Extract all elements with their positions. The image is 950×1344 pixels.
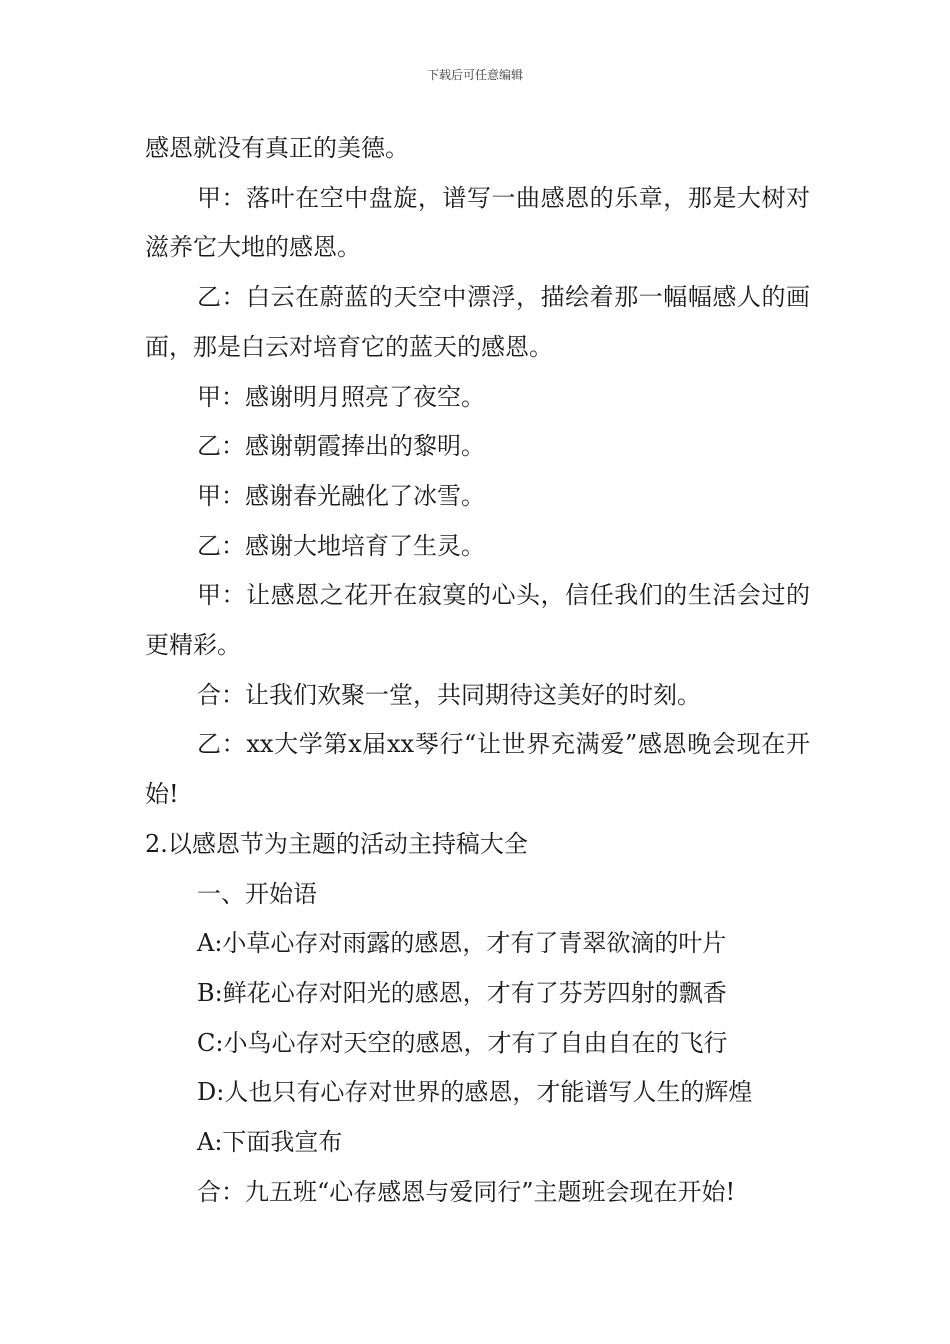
paragraph: A:小草心存对雨露的感恩，才有了青翠欲滴的叶片 [197, 929, 727, 958]
paragraph: C:小鸟心存对天空的感恩，才有了自由自在的飞行 [197, 1028, 728, 1057]
section-heading: 2.以感恩节为主题的活动主持稿大全 [145, 829, 528, 858]
subsection-heading: 一、开始语 [197, 879, 317, 908]
paragraph: 甲：落叶在空中盘旋，谱写一曲感恩的乐章，那是大树对滋养它大地的感恩。 [145, 183, 810, 262]
paragraph: A:下面我宣布 [197, 1128, 343, 1157]
paragraph: 乙：白云在蔚蓝的天空中漂浮，描绘着那一幅幅感人的画面，那是白云对培育它的蓝天的感恩。 [145, 283, 810, 361]
paragraph: D:人也只有心存对世界的感恩，才能谱写人生的辉煌 [197, 1078, 753, 1107]
paragraph: 甲：感谢明月照亮了夜空。 [197, 382, 485, 411]
paragraph: 甲：让感恩之花开在寂寞的心头，信任我们的生活会过的更精彩。 [145, 581, 810, 660]
paragraph: 合：九五班“心存感恩与爱同行”主题班会现在开始! [197, 1177, 736, 1206]
paragraph: 甲：感谢春光融化了冰雪。 [197, 481, 485, 510]
paragraph: 乙：xx大学第x届xx琴行“让世界充满爱”感恩晚会现在开始! [145, 730, 810, 809]
paragraph: 合：让我们欢聚一堂，共同期待这美好的时刻。 [197, 680, 701, 709]
document-body [145, 124, 810, 1217]
paragraph: B:鲜花心存对阳光的感恩，才有了芬芳四射的飘香 [197, 978, 727, 1007]
paragraph: 乙：感谢大地培育了生灵。 [197, 531, 485, 560]
paragraph: 感恩就没有真正的美德。 [145, 134, 409, 162]
paragraph: 乙：感谢朝霞捧出的黎明。 [197, 432, 485, 461]
page-header: 下载后可任意编辑 [426, 68, 523, 82]
